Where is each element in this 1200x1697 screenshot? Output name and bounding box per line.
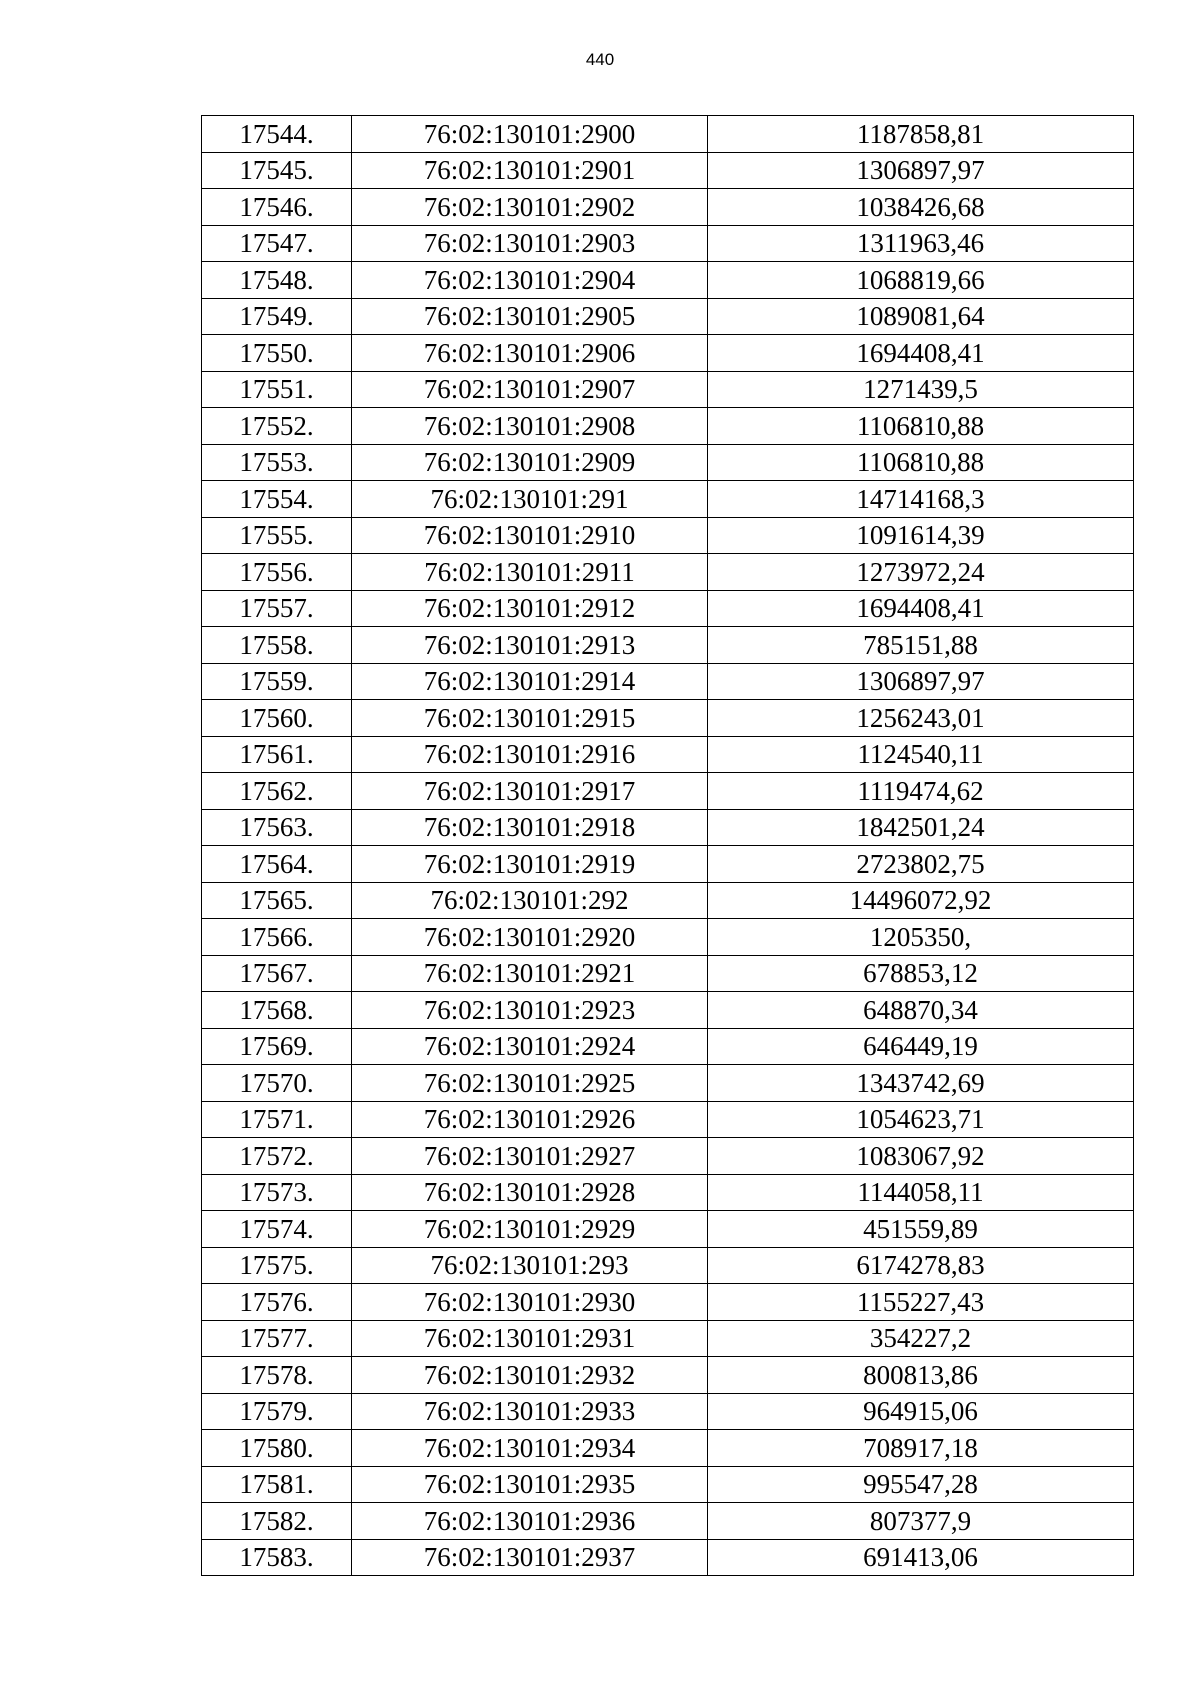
table-row xyxy=(202,919,1134,956)
row-number-cell: 17583. xyxy=(202,1539,352,1576)
table-row xyxy=(202,262,1134,299)
value-cell: 1311963,46 xyxy=(708,225,1134,262)
row-number-cell: 17561. xyxy=(202,736,352,773)
table-row xyxy=(202,517,1134,554)
table-row xyxy=(202,335,1134,372)
value-cell: 800813,86 xyxy=(708,1357,1134,1394)
cadastral-number-cell: 76:02:130101:2931 xyxy=(352,1320,708,1357)
row-number-cell: 17582. xyxy=(202,1503,352,1540)
value-cell: 1842501,24 xyxy=(708,809,1134,846)
cadastral-number-cell: 76:02:130101:2901 xyxy=(352,152,708,189)
value-cell: 1343742,69 xyxy=(708,1065,1134,1102)
cadastral-number-cell: 76:02:130101:2916 xyxy=(352,736,708,773)
table-row xyxy=(202,152,1134,189)
cadastral-number-cell: 76:02:130101:2915 xyxy=(352,700,708,737)
value-cell: 1038426,68 xyxy=(708,189,1134,226)
cadastral-number-cell: 76:02:130101:2925 xyxy=(352,1065,708,1102)
value-cell: 1187858,81 xyxy=(708,116,1134,153)
value-cell: 708917,18 xyxy=(708,1430,1134,1467)
value-cell: 1106810,88 xyxy=(708,444,1134,481)
row-number-cell: 17549. xyxy=(202,298,352,335)
table-row xyxy=(202,1320,1134,1357)
table-row xyxy=(202,663,1134,700)
table-row xyxy=(202,554,1134,591)
value-cell: 1306897,97 xyxy=(708,152,1134,189)
value-cell: 1119474,62 xyxy=(708,773,1134,810)
cadastral-number-cell: 76:02:130101:2904 xyxy=(352,262,708,299)
value-cell: 1694408,41 xyxy=(708,335,1134,372)
row-number-cell: 17577. xyxy=(202,1320,352,1357)
cadastral-number-cell: 76:02:130101:2911 xyxy=(352,554,708,591)
value-cell: 1205350, xyxy=(708,919,1134,956)
row-number-cell: 17578. xyxy=(202,1357,352,1394)
table-row xyxy=(202,809,1134,846)
row-number-cell: 17564. xyxy=(202,846,352,883)
row-number-cell: 17552. xyxy=(202,408,352,445)
cadastral-number-cell: 76:02:130101:2906 xyxy=(352,335,708,372)
value-cell: 1256243,01 xyxy=(708,700,1134,737)
row-number-cell: 17568. xyxy=(202,992,352,1029)
cadastral-number-cell: 76:02:130101:2932 xyxy=(352,1357,708,1394)
cadastral-number-cell: 76:02:130101:2914 xyxy=(352,663,708,700)
value-cell: 1271439,5 xyxy=(708,371,1134,408)
value-cell: 1306897,97 xyxy=(708,663,1134,700)
row-number-cell: 17574. xyxy=(202,1211,352,1248)
row-number-cell: 17548. xyxy=(202,262,352,299)
value-cell: 1054623,71 xyxy=(708,1101,1134,1138)
row-number-cell: 17553. xyxy=(202,444,352,481)
row-number-cell: 17563. xyxy=(202,809,352,846)
value-cell: 1155227,43 xyxy=(708,1284,1134,1321)
row-number-cell: 17554. xyxy=(202,481,352,518)
row-number-cell: 17547. xyxy=(202,225,352,262)
cadastral-number-cell: 76:02:130101:2908 xyxy=(352,408,708,445)
row-number-cell: 17560. xyxy=(202,700,352,737)
row-number-cell: 17580. xyxy=(202,1430,352,1467)
row-number-cell: 17566. xyxy=(202,919,352,956)
row-number-cell: 17579. xyxy=(202,1393,352,1430)
value-cell: 995547,28 xyxy=(708,1466,1134,1503)
row-number-cell: 17575. xyxy=(202,1247,352,1284)
cadastral-value-table xyxy=(201,115,1134,1576)
value-cell: 451559,89 xyxy=(708,1211,1134,1248)
table-row xyxy=(202,1065,1134,1102)
value-cell: 964915,06 xyxy=(708,1393,1134,1430)
table-row xyxy=(202,481,1134,518)
row-number-cell: 17559. xyxy=(202,663,352,700)
cadastral-number-cell: 76:02:130101:2923 xyxy=(352,992,708,1029)
table-row xyxy=(202,1539,1134,1576)
value-cell: 1273972,24 xyxy=(708,554,1134,591)
row-number-cell: 17556. xyxy=(202,554,352,591)
cadastral-number-cell: 76:02:130101:2937 xyxy=(352,1539,708,1576)
table-row xyxy=(202,1028,1134,1065)
table-row xyxy=(202,1430,1134,1467)
table-row xyxy=(202,1101,1134,1138)
value-cell: 691413,06 xyxy=(708,1539,1134,1576)
row-number-cell: 17569. xyxy=(202,1028,352,1065)
cadastral-number-cell: 76:02:130101:2902 xyxy=(352,189,708,226)
cadastral-number-cell: 76:02:130101:2903 xyxy=(352,225,708,262)
cadastral-number-cell: 76:02:130101:2929 xyxy=(352,1211,708,1248)
row-number-cell: 17571. xyxy=(202,1101,352,1138)
table-row xyxy=(202,736,1134,773)
row-number-cell: 17546. xyxy=(202,189,352,226)
table-row xyxy=(202,189,1134,226)
value-cell: 1089081,64 xyxy=(708,298,1134,335)
table-row xyxy=(202,1393,1134,1430)
table-body xyxy=(202,116,1134,1576)
value-cell: 14714168,3 xyxy=(708,481,1134,518)
row-number-cell: 17545. xyxy=(202,152,352,189)
value-cell: 1694408,41 xyxy=(708,590,1134,627)
row-number-cell: 17567. xyxy=(202,955,352,992)
cadastral-number-cell: 76:02:130101:2934 xyxy=(352,1430,708,1467)
row-number-cell: 17555. xyxy=(202,517,352,554)
cadastral-number-cell: 76:02:130101:2930 xyxy=(352,1284,708,1321)
cadastral-number-cell: 76:02:130101:2924 xyxy=(352,1028,708,1065)
value-cell: 1124540,11 xyxy=(708,736,1134,773)
table-row xyxy=(202,225,1134,262)
value-cell: 6174278,83 xyxy=(708,1247,1134,1284)
value-cell: 354227,2 xyxy=(708,1320,1134,1357)
value-cell: 1144058,11 xyxy=(708,1174,1134,1211)
cadastral-number-cell: 76:02:130101:2909 xyxy=(352,444,708,481)
table-row xyxy=(202,590,1134,627)
cadastral-number-cell: 76:02:130101:2921 xyxy=(352,955,708,992)
value-cell: 1106810,88 xyxy=(708,408,1134,445)
value-cell: 785151,88 xyxy=(708,627,1134,664)
table-row xyxy=(202,371,1134,408)
row-number-cell: 17581. xyxy=(202,1466,352,1503)
row-number-cell: 17572. xyxy=(202,1138,352,1175)
table-row xyxy=(202,408,1134,445)
row-number-cell: 17544. xyxy=(202,116,352,153)
value-cell: 2723802,75 xyxy=(708,846,1134,883)
cadastral-number-cell: 76:02:130101:2913 xyxy=(352,627,708,664)
cadastral-number-cell: 76:02:130101:2936 xyxy=(352,1503,708,1540)
table-row xyxy=(202,1211,1134,1248)
value-cell: 678853,12 xyxy=(708,955,1134,992)
cadastral-number-cell: 76:02:130101:2920 xyxy=(352,919,708,956)
table-row xyxy=(202,700,1134,737)
cadastral-number-cell: 76:02:130101:2918 xyxy=(352,809,708,846)
table-row xyxy=(202,955,1134,992)
cadastral-number-cell: 76:02:130101:2900 xyxy=(352,116,708,153)
cadastral-number-cell: 76:02:130101:2919 xyxy=(352,846,708,883)
value-cell: 648870,34 xyxy=(708,992,1134,1029)
table-row xyxy=(202,992,1134,1029)
row-number-cell: 17570. xyxy=(202,1065,352,1102)
value-cell: 1091614,39 xyxy=(708,517,1134,554)
table-row xyxy=(202,1138,1134,1175)
value-cell: 646449,19 xyxy=(708,1028,1134,1065)
cadastral-number-cell: 76:02:130101:2933 xyxy=(352,1393,708,1430)
row-number-cell: 17550. xyxy=(202,335,352,372)
row-number-cell: 17576. xyxy=(202,1284,352,1321)
cadastral-number-cell: 76:02:130101:2907 xyxy=(352,371,708,408)
cadastral-number-cell: 76:02:130101:2927 xyxy=(352,1138,708,1175)
table-row xyxy=(202,846,1134,883)
cadastral-number-cell: 76:02:130101:2928 xyxy=(352,1174,708,1211)
table-row xyxy=(202,1357,1134,1394)
table-row xyxy=(202,1247,1134,1284)
row-number-cell: 17557. xyxy=(202,590,352,627)
table-row xyxy=(202,116,1134,153)
value-cell: 14496072,92 xyxy=(708,882,1134,919)
table-row xyxy=(202,627,1134,664)
cadastral-number-cell: 76:02:130101:292 xyxy=(352,882,708,919)
row-number-cell: 17573. xyxy=(202,1174,352,1211)
cadastral-number-cell: 76:02:130101:2926 xyxy=(352,1101,708,1138)
value-cell: 807377,9 xyxy=(708,1503,1134,1540)
cadastral-number-cell: 76:02:130101:2910 xyxy=(352,517,708,554)
table-row xyxy=(202,1174,1134,1211)
row-number-cell: 17562. xyxy=(202,773,352,810)
row-number-cell: 17558. xyxy=(202,627,352,664)
table-row xyxy=(202,882,1134,919)
value-cell: 1083067,92 xyxy=(708,1138,1134,1175)
value-cell: 1068819,66 xyxy=(708,262,1134,299)
cadastral-number-cell: 76:02:130101:2912 xyxy=(352,590,708,627)
page-number: 440 xyxy=(585,50,615,69)
table-row xyxy=(202,773,1134,810)
cadastral-number-cell: 76:02:130101:2935 xyxy=(352,1466,708,1503)
row-number-cell: 17551. xyxy=(202,371,352,408)
table-row xyxy=(202,1284,1134,1321)
table-row xyxy=(202,1466,1134,1503)
table-row xyxy=(202,298,1134,335)
table-row xyxy=(202,1503,1134,1540)
cadastral-number-cell: 76:02:130101:2917 xyxy=(352,773,708,810)
cadastral-number-cell: 76:02:130101:293 xyxy=(352,1247,708,1284)
row-number-cell: 17565. xyxy=(202,882,352,919)
cadastral-number-cell: 76:02:130101:2905 xyxy=(352,298,708,335)
table-row xyxy=(202,444,1134,481)
cadastral-number-cell: 76:02:130101:291 xyxy=(352,481,708,518)
